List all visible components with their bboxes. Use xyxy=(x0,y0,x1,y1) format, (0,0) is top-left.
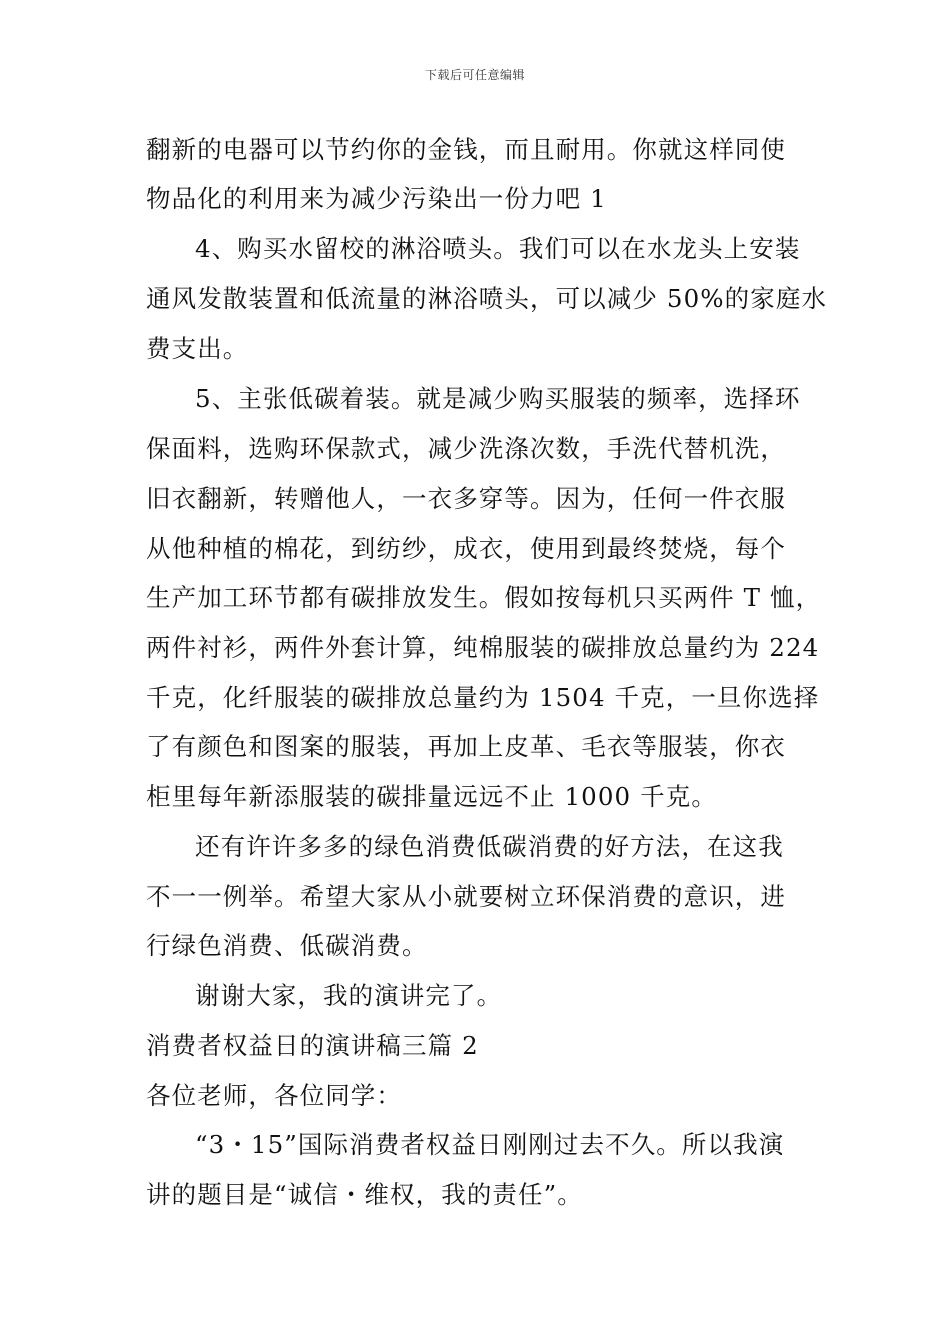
text-line: “3・15”国际消费者权益日刚刚过去不久。所以我演 xyxy=(195,1130,785,1159)
text-line: 物品化的利用来为减少污染出一份力吧 1 xyxy=(146,184,607,213)
text-line: 行绿色消费、低碳消费。 xyxy=(146,931,428,960)
page-header: 下载后可任意编辑 xyxy=(424,68,525,82)
text-line: 不一一例举。希望大家从小就要树立环保消费的意识，进 xyxy=(146,882,786,911)
text-line: 旧衣翻新，转赠他人，一衣多穿等。因为，任何一件衣服 xyxy=(146,484,786,513)
text-line: 保面料，选购环保款式，减少洗涤次数，手洗代替机洗， xyxy=(146,434,786,463)
text-line: 两件衬衫，两件外套计算，纯棉服装的碳排放总量约为 224 xyxy=(146,633,820,662)
text-line: 通风发散装置和低流量的淋浴喷头，可以减少 50%的家庭水 xyxy=(146,284,828,313)
text-line: 还有许许多多的绿色消费低碳消费的好方法，在这我 xyxy=(195,832,784,861)
text-line: 讲的题目是“诚信・维权，我的责任”。 xyxy=(146,1180,583,1209)
text-line: 千克，化纤服装的碳排放总量约为 1504 千克，一旦你选择 xyxy=(146,683,820,712)
text-line: 翻新的电器可以节约你的金钱，而且耐用。你就这样同使 xyxy=(146,135,786,164)
salutation: 各位老师，各位同学： xyxy=(146,1081,402,1110)
text-line: 生产加工环节都有碳排放发生。假如按每机只买两件 T 恤， xyxy=(146,583,822,612)
text-line: 4、购买水留校的淋浴喷头。我们可以在水龙头上安装 xyxy=(195,234,801,263)
text-line: 谢谢大家，我的演讲完了。 xyxy=(195,981,503,1010)
section-heading: 消费者权益日的演讲稿三篇 2 xyxy=(146,1031,479,1060)
text-line: 从他种植的棉花，到纺纱，成衣，使用到最终焚烧，每个 xyxy=(146,534,786,563)
text-line: 柜里每年新添服装的碳排量远远不止 1000 千克。 xyxy=(146,782,717,811)
text-line: 了有颜色和图案的服装，再加上皮革、毛衣等服装，你衣 xyxy=(146,732,786,761)
text-line: 5、主张低碳着装。就是减少购买服装的频率，选择环 xyxy=(195,384,801,413)
text-line: 费支出。 xyxy=(146,334,249,363)
